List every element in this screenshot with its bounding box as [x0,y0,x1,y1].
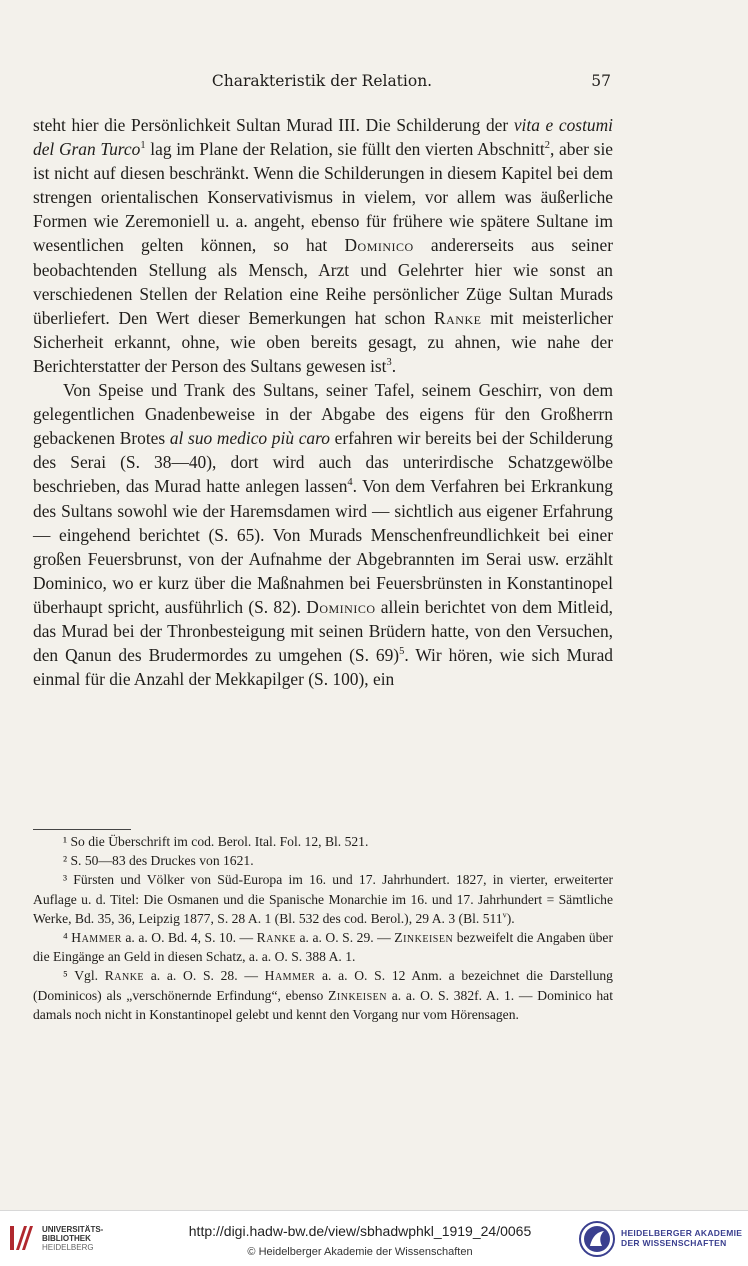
university-library-logo-icon[interactable] [8,1223,38,1253]
copyright-notice: © Heidelberger Akademie der Wissenschaften [247,1246,473,1258]
paragraph-2: Von Speise und Trank des Sultans, seiner Tafel, seinem Geschirr, von dem gelegentlichen Gnadenbeweise in der Abgabe des eigens für den Großherrn gebackenen Brotes al suo medico più caro erfahren wir bereits bei der Schilderung des Serai (S. 38—40), dort wird auch das unterirdische Schatzgewölbe beschrieben, das Murad hatte anlegen lassen$^4$. Von dem Verfahren bei Erkrankung des Sultans sowohl wie der Haremsdamen wird — sichtlich aus eigener Erfahrung — eingehend berichtet (S. 65). Von Murads Menschenfreundlichkeit bei einer großen Feuersbrunst, von der Aufnahme der Abgebrannten im Serai usw. erzählt Dominico, wo er kurz über die Maßnahmen bei Feuersbrünsten in Konstantinopel überhaupt spricht, ausführlich (S. 82). Dominico allein berichtet von dem Mitleid, das Murad bei der Thronbesteigung mit seinen Brüdern hatte, von den Versuchen, den Qanun des Brudermordes zu umgehen (S. 69)$^5$. Wir hören, wie sich Murad einmal für die Anzahl der Mekkapilger (S. 100), ein [33,380,614,690]
main-text [33,113,613,691]
footnote-2: ² S. 50—83 des Druckes von 1621. [63,853,254,869]
page-number: 57 [591,72,611,90]
permalink-url[interactable]: http://digi.hadw-bw.de/view/sbhadwphkl_1919_24/0065 [188,1223,532,1239]
footnote-ref[interactable]: 1 [140,140,146,152]
footnote-1: ¹ So die Überschrift im cod. Berol. Ital. Fol. 12, Bl. 521. [63,834,369,849]
footnote-ref[interactable]: 4 [347,477,353,489]
footnote-ref[interactable]: 2 [544,140,550,152]
academy-name: HEIDELBERGER AKADEMIE DER WISSENSCHAFTEN [621,1228,743,1248]
footnote-ref[interactable]: 5 [399,646,405,658]
footnotes [33,832,613,1024]
footer-bar [0,1210,748,1266]
paragraph-1: steht hier die Persönlichkeit Sultan Murad III. Die Schilderung der vita e costumi del Gran Turco$^1$ lag im Plane der Relation, sie füllt den vierten Abschnitt$^2$, aber sie ist nicht auf diesen beschränkt. Wenn die Schilderungen in diesem Kapitel bei dem strengen orientalischen Konservativismus in vielem, vor allem was äußerliche Formen wie Zeremoniell u. a. angeht, ebenso für frühere wie spätere Sultane im wesentlichen gelten können, so hat Dominico andererseits aus seiner beobachtenden Stellung als Mensch, Arzt und Gelehrter hier wie sonst an verschiedenen Stellen der Relation eine Reihe persönlicher Züge Sultan Murads überliefert. Den Wert dieser Bemerkungen hat schon Ranke mit meisterlicher Sicherheit erkannt, ohne, wie oben bereits gesagt, zu ahnen, wie nahe der Berichterstatter der Person des Sultans gewesen ist$^3$. [33,115,614,376]
footnote-rule [33,829,131,830]
footnote-4: ⁴ Hammer a. a. O. Bd. 4, S. 10. — Ranke a. a. O. S. 29. — Zinkeisen bezweifelt die Angaben über die Eingänge an Geld in diesen Schatz, a. a. O. S. 388 A. 1. [33,930,613,965]
running-header [33,72,611,94]
academy-seal-icon[interactable] [578,1220,616,1258]
university-library-name: UNIVERSITÄTS- BIBLIOTHEK HEIDELBERG [42,1225,104,1252]
footnote-ref[interactable]: 3 [386,357,392,369]
footnote-5: ⁵ Vgl. Ranke a. a. O. S. 28. — Hammer a. a. O. S. 12 Anm. a bezeichnet die Darstellung (Dominicos) als „verschönernde Erfindung“, ebenso Zinkeisen a. a. O. S. 382f. A. 1. — Dominico hat damals noch nicht in Konstantinopel gelebt und kennt den Vorgang nur vom Hörensagen. [33,968,613,1022]
footnote-3: ³ Fürsten und Völker von Süd-Europa im 16. und 17. Jahrhundert. 1827, in vierter, erweiterter Auflage u. d. Titel: Die Osmanen und die Spanische Monarchie im 16. und 17. Jahrhundert = Sämtliche Werke, Bd. 35, 36, Leipzig 1877, S. 28 A. 1 (Bl. 532 des cod. Berol.), 29 A. 3 (Bl. 511$^v$). [33,872,613,926]
running-title: Charakteristik der Relation. [211,72,433,90]
